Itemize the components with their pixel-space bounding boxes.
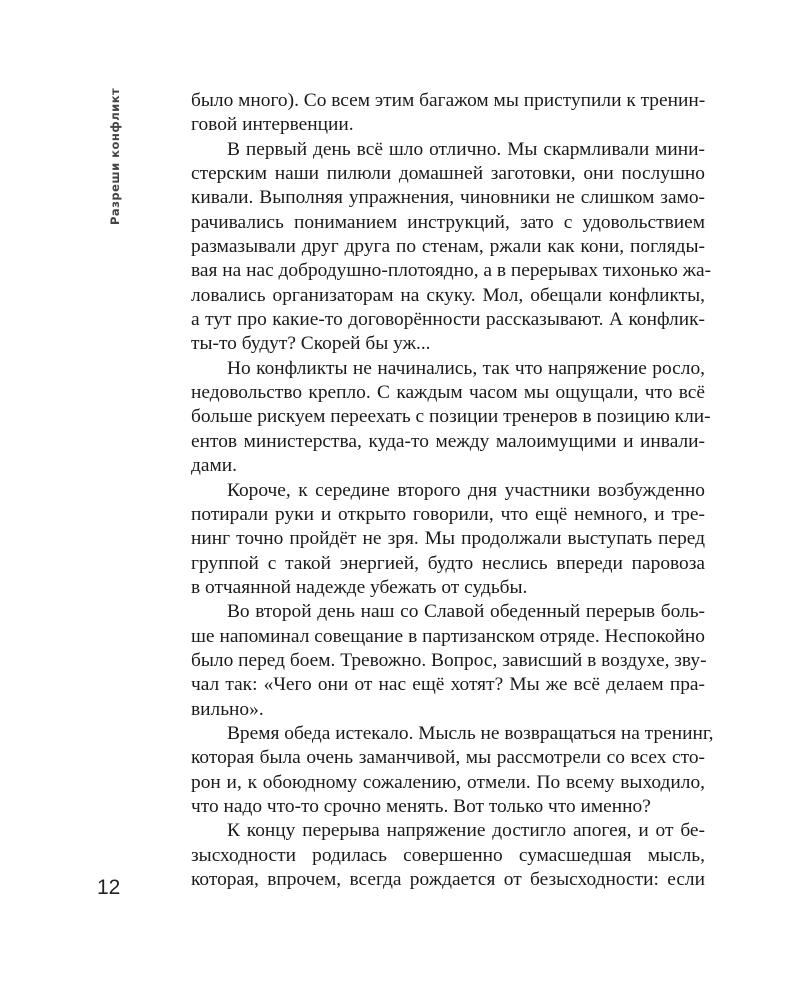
text-line: ты-то будут? Скорей бы уж... (191, 333, 431, 355)
text-line: дами. (191, 455, 237, 477)
text-line: зысходности родилась совершенно сумасшедшая мысль, (191, 844, 705, 866)
paragraph-first-line: Но конфликты не начинались, так что напряжение росло, (227, 357, 705, 379)
text-line: нинг точно пройдёт не зря. Мы продолжали выступать перед (191, 528, 705, 550)
text-line: ше напоминал совещание в партизанском отряде. Неспокойно (191, 625, 705, 647)
text-line: размазывали друг друга по стенам, ржали как кони, погляды- (191, 236, 705, 258)
text-line: говой интервенции. (191, 114, 354, 136)
text-line: недовольство крепло. С каждым часом мы ощущали, что всё (191, 382, 705, 404)
page-number: 12 (97, 876, 121, 899)
text-line: группой с такой энергией, будто неслись впереди паровоза (191, 552, 705, 574)
text-line: было много). Со всем этим багажом мы приступили к тренин- (191, 90, 706, 111)
text-line: рачивались пониманием инструкций, зато с удовольствием (191, 211, 705, 233)
paragraph-first-line: Короче, к середине второго дня участники возбужденно (227, 479, 705, 501)
text-line: чал так: «Чего они от нас ещё хотят? Мы же всё делаем пра- (191, 674, 705, 696)
text-line: кивали. Выполняя упражнения, чиновники не слишком замо- (191, 187, 705, 209)
text-line: больше рискуем переехать с позиции тренеров в позицию кли- (191, 406, 711, 428)
text-line: которая, впрочем, всегда рождается от безысходности: если (191, 869, 705, 890)
body-text (191, 89, 714, 892)
paragraph-first-line: К концу перерыва напряжение достигло апогея, и от бе- (227, 820, 705, 842)
text-line: в отчаянной надежде убежать от судьбы. (191, 576, 528, 598)
text-line: было перед боем. Тревожно. Вопрос, зависший в воздухе, зву- (191, 649, 707, 671)
paragraph-first-line: В первый день всё шло отлично. Мы скармливали мини- (227, 138, 705, 160)
text-line: ентов министерства, куда-то между малоимущими и инвали- (191, 430, 705, 452)
text-line: которая была очень заманчивой, мы рассмотрели со всех сто- (191, 747, 705, 769)
running-head: Разреши конфликт (108, 87, 122, 225)
text-line: ловались организаторам на скуку. Мол, обещали конфликты, (191, 284, 705, 306)
text-line: рон и, к обоюдному сожалению, отмели. По всему выходило, (191, 771, 705, 793)
text-line: стерским наши пилюли домашней заготовки, они послушно (191, 163, 705, 185)
text-line: а тут про какие-то договорённости рассказывают. А конфлик- (191, 309, 705, 331)
paragraph-first-line: Время обеда истекало. Мысль не возвращаться на тренинг, (227, 722, 714, 744)
text-line: вая на нас добродушно-плотоядно, а в перерывах тихонько жа- (191, 260, 712, 282)
text-line: вильно». (191, 698, 264, 720)
text-line: что надо что-то срочно менять. Вот только что именно? (191, 795, 651, 817)
text-line: потирали руки и открыто говорили, что ещё немного, и тре- (191, 503, 705, 525)
paragraph-first-line: Во второй день наш со Славой обеденный перерыв боль- (227, 601, 705, 623)
